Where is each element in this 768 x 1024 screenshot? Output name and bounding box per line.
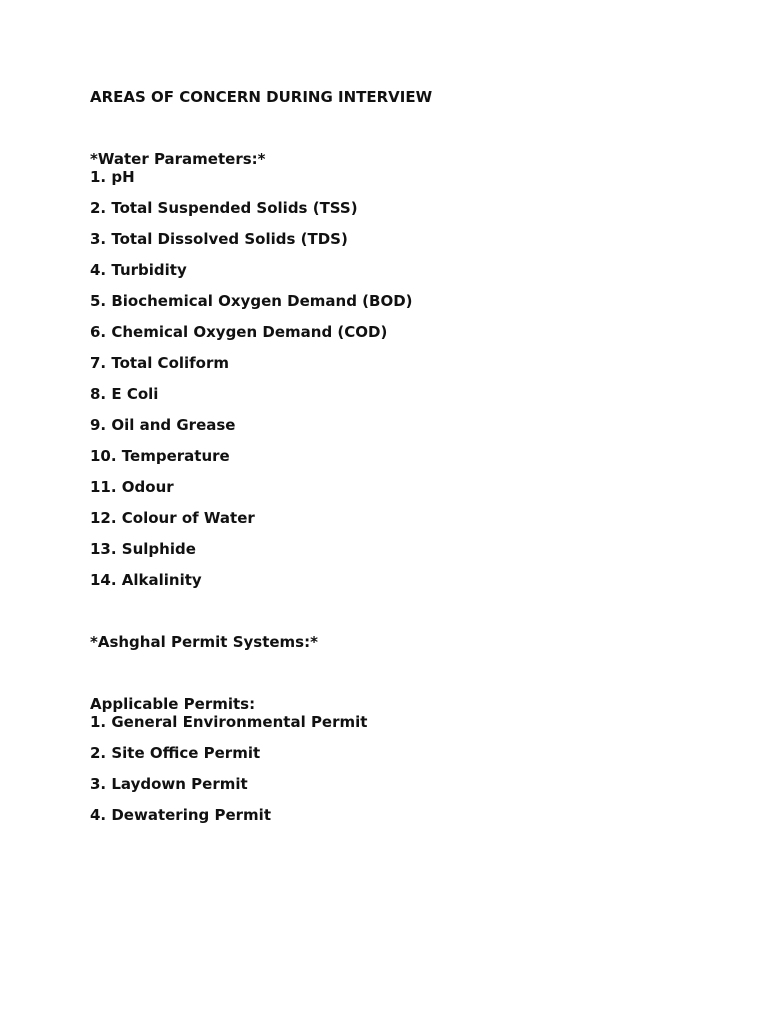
permits-list [90, 713, 730, 824]
list-item: 3. Laydown Permit [90, 775, 248, 793]
permit-systems-heading: *Ashghal Permit Systems:* [90, 633, 318, 651]
document-page [90, 88, 730, 824]
list-item: 7. Total Coliform [90, 354, 230, 372]
list-item: 4. Turbidity [90, 261, 187, 279]
list-item: 2. Site Office Permit [90, 744, 261, 762]
list-item: 1. General Environmental Permit [90, 713, 368, 731]
list-item: 6. Chemical Oxygen Demand (COD) [90, 323, 388, 341]
water-parameters-heading: *Water Parameters:* [90, 150, 266, 168]
applicable-permits-heading: Applicable Permits: [90, 695, 256, 713]
list-item: 2. Total Suspended Solids (TSS) [90, 199, 358, 217]
list-item: 4. Dewatering Permit [90, 806, 271, 824]
list-item: 11. Odour [90, 478, 174, 496]
list-item: 14. Alkalinity [90, 571, 202, 589]
water-parameters-list [90, 168, 730, 589]
list-item: 5. Biochemical Oxygen Demand (BOD) [90, 292, 413, 310]
list-item: 12. Colour of Water [90, 509, 255, 527]
list-item: 3. Total Dissolved Solids (TDS) [90, 230, 348, 248]
document-title: AREAS OF CONCERN DURING INTERVIEW [90, 88, 433, 106]
list-item: 10. Temperature [90, 447, 230, 465]
list-item: 8. E Coli [90, 385, 159, 403]
list-item: 1. pH [90, 168, 135, 186]
list-item: 13. Sulphide [90, 540, 196, 558]
list-item: 9. Oil and Grease [90, 416, 236, 434]
